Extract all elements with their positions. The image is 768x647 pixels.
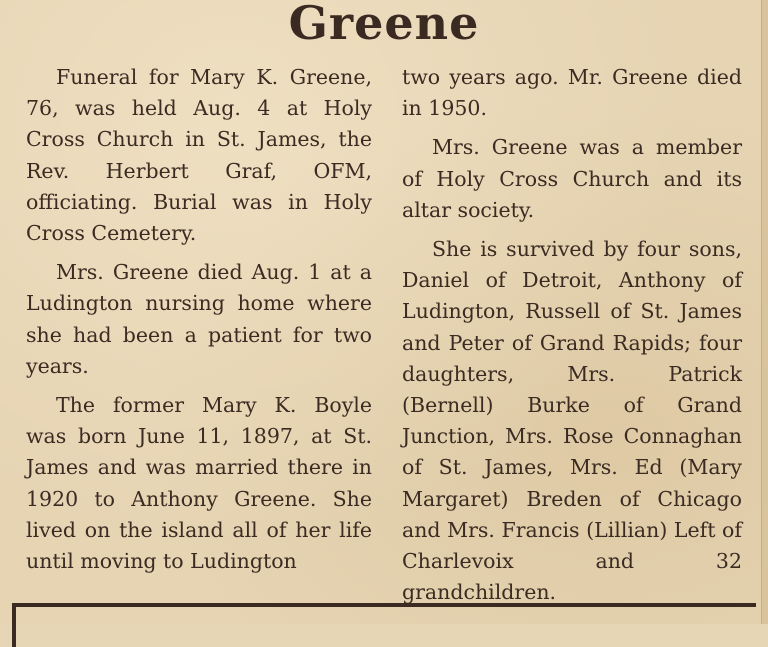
right-column [402, 62, 742, 616]
paragraph-membership: Mrs. Greene was a member of Holy Cross Church and its altar society. [402, 135, 742, 222]
paragraph-death: Mrs. Greene died Aug. 1 at a Ludington nursing home where she had been a patient for two years. [26, 260, 372, 378]
obituary-headline: Greene [288, 0, 480, 50]
paragraph-biography: The former Mary K. Boyle was born June 11, 1897, at St. James and was married there in 1920 to Anthony Greene. She lived on the island all of her life until moving to Ludington [26, 393, 372, 574]
clipping-edge [761, 0, 768, 624]
paragraph-funeral: Funeral for Mary K. Greene, 76, was held Aug. 4 at Holy Cross Church in St. James, the Rev. Herbert Graf, OFM, officiating. Burial was in Holy Cross Cemetery. [26, 65, 372, 246]
next-article-border [12, 603, 756, 647]
paragraph-survivors: She is survived by four sons, Daniel of Detroit, Anthony of Ludington, Russell of St. James and Peter of Grand Rapids; four daughters, Mrs. Patrick (Bernell) Burke of Grand Junction, Mrs. Rose Connaghan of St. James, Mrs. Ed (Mary Margaret) Breden of Chicago and Mrs. Francis (Lillian) Left of Charlevoix and 32 grandchildren. [402, 237, 742, 605]
left-column [26, 62, 372, 585]
paragraph-biography-continued: two years ago. Mr. Greene died in 1950. [402, 65, 742, 121]
